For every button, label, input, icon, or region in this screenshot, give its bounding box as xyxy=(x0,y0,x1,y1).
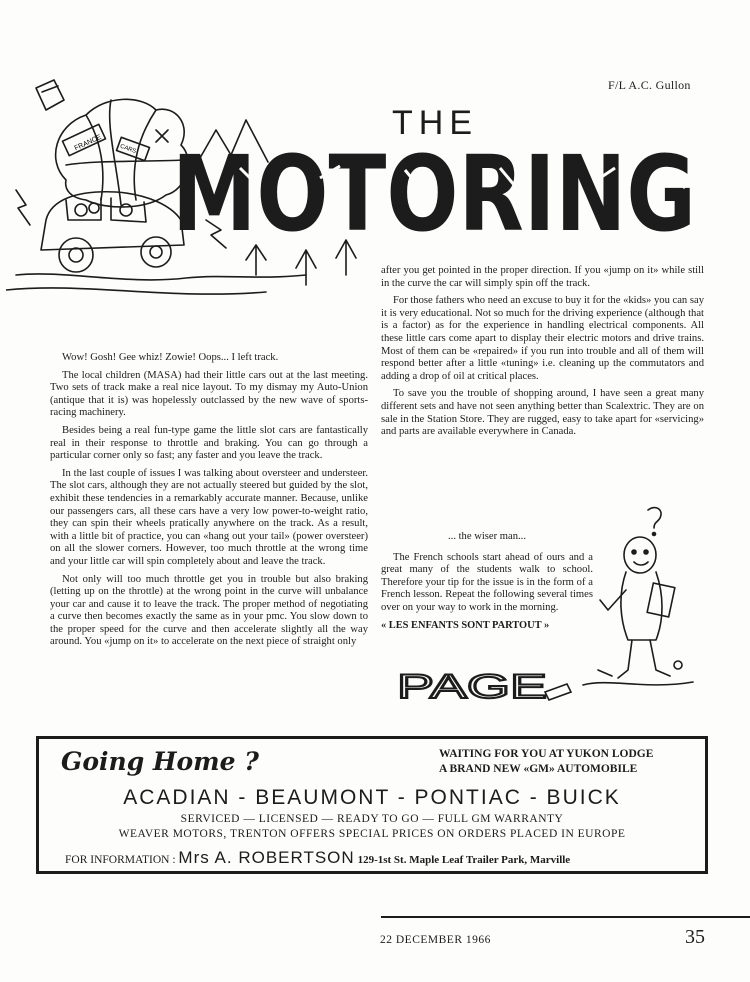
subhead-wiser-man: ... the wiser man... xyxy=(448,531,526,542)
paragraph: In the last couple of issues I was talking about oversteer and understeer. The slot cars, although they are not actually steered but guided by the slot, exhibit these tendencies in a remarkably accurate manner. Because, unlike our passengers cars, all these cars have a very low power-to-weight ratio, they can spin their wheels pratically anywhere on the track. As a result, with a little bit of practice, you can «hang out your tail» (power oversteer) on all the slower corners. However, too much throttle at the wrong time and your little car will spin completely about and leave the track. xyxy=(50,467,368,567)
title-page-text: PAGE xyxy=(397,668,547,706)
paragraph: For those fathers who need an excuse to buy it for the «kids» you can say it is very educational. Not so much for the driving experience (although that is a factor) as for the experience in handling electrical components. All these little cars come apart to display their electric motors and drive trains. Most of them can be «repaired» if you run into trouble and all of them will respond better after a little «tuning» i.e. cleaning up the commutators and adding a drop of oil at critical places. xyxy=(381,295,704,382)
ad-contact-name: Mrs A. ROBERTSON xyxy=(178,848,355,867)
footer-date: 22 DECEMBER 1966 xyxy=(380,934,491,946)
title-page xyxy=(395,662,575,706)
advertisement-box xyxy=(36,736,708,874)
ad-contact-address: 129-1st St. Maple Leaf Trailer Park, Marville xyxy=(357,854,571,866)
ad-offer-line: WAITING FOR YOU AT YUKON LODGE xyxy=(439,748,654,760)
ad-contact xyxy=(65,848,570,868)
paragraph: The local children (MASA) had their little cars out at the last meeting. Two sets of track make a real nice layout. To my dismay my Auto-Union (antique that it is) was hopelessly outclassed by the new wave of sports-racing machinery. xyxy=(50,369,368,419)
ad-offer xyxy=(439,747,653,777)
paragraph: Wow! Gosh! Gee whiz! Zowie! Oops... I left track. xyxy=(62,352,279,363)
title-motoring xyxy=(170,138,700,243)
ad-offer-line: A BRAND NEW «GM» AUTOMOBILE xyxy=(439,763,638,775)
page-number: 35 xyxy=(685,926,705,948)
article-right-column xyxy=(381,265,704,444)
ad-contact-label: FOR INFORMATION : xyxy=(65,854,176,866)
french-lesson-section xyxy=(381,525,593,637)
sign-cars: CARS xyxy=(119,143,137,155)
byline: F/L A.C. Gullon xyxy=(608,78,691,92)
student-cartoon-illustration xyxy=(578,500,698,700)
paragraph: Besides being a real fun-type game the little slot cars are fantastically real in their response to throttle and braking. You can go through a particular corner only so fast; any faster and you leave the track. xyxy=(50,424,368,462)
title-the: THE xyxy=(392,104,478,142)
paragraph: To save you the trouble of shopping around, I have seen a great many different sets and have not seen anything better than Scalextric. They are on sale in the Station Store. They are rugged, easy to take apart for «servicing» and parts are available everywhere in Canada. xyxy=(381,388,704,438)
ad-dealer: WEAVER MOTORS, TRENTON OFFERS SPECIAL PRICES ON ORDERS PLACED IN EUROPE xyxy=(118,828,626,840)
paragraph: Not only will too much throttle get you in trouble but also braking (letting up on the throttle) at the wrong point in the curve will unbalance your car and cause it to leave the track. The proper method of negotiating a curve then becomes exactly the same as in your pmc. You slow down to the proper speed for the curve and then accelerate slightly all the way around. You «jump on it» to accelerate on the next piece of straight only xyxy=(50,573,368,648)
ad-headline: Going Home ? xyxy=(61,747,259,776)
ad-brands: ACADIAN - BEAUMONT - PONTIAC - BUICK xyxy=(123,786,621,809)
title-motoring-text: MOTORING xyxy=(172,138,696,243)
paragraph: after you get pointed in the proper direction. If you «jump on it» while still in the curve the car will simply spin off the track. xyxy=(381,265,704,289)
paragraph: The French schools start ahead of ours and a great many of the students walk to school. Therefore your tip for the issue is in the form of a French lesson. Repeat the following several times over on your way to work in the morning. xyxy=(381,551,593,613)
sign-france: FRANCE xyxy=(73,133,103,153)
french-phrase: « LES ENFANTS SONT PARTOUT » xyxy=(381,619,550,631)
footer-rule xyxy=(381,916,750,918)
ad-services: SERVICED — LICENSED — READY TO GO — FULL GM WARRANTY xyxy=(180,813,564,825)
article-left-column xyxy=(50,352,368,654)
